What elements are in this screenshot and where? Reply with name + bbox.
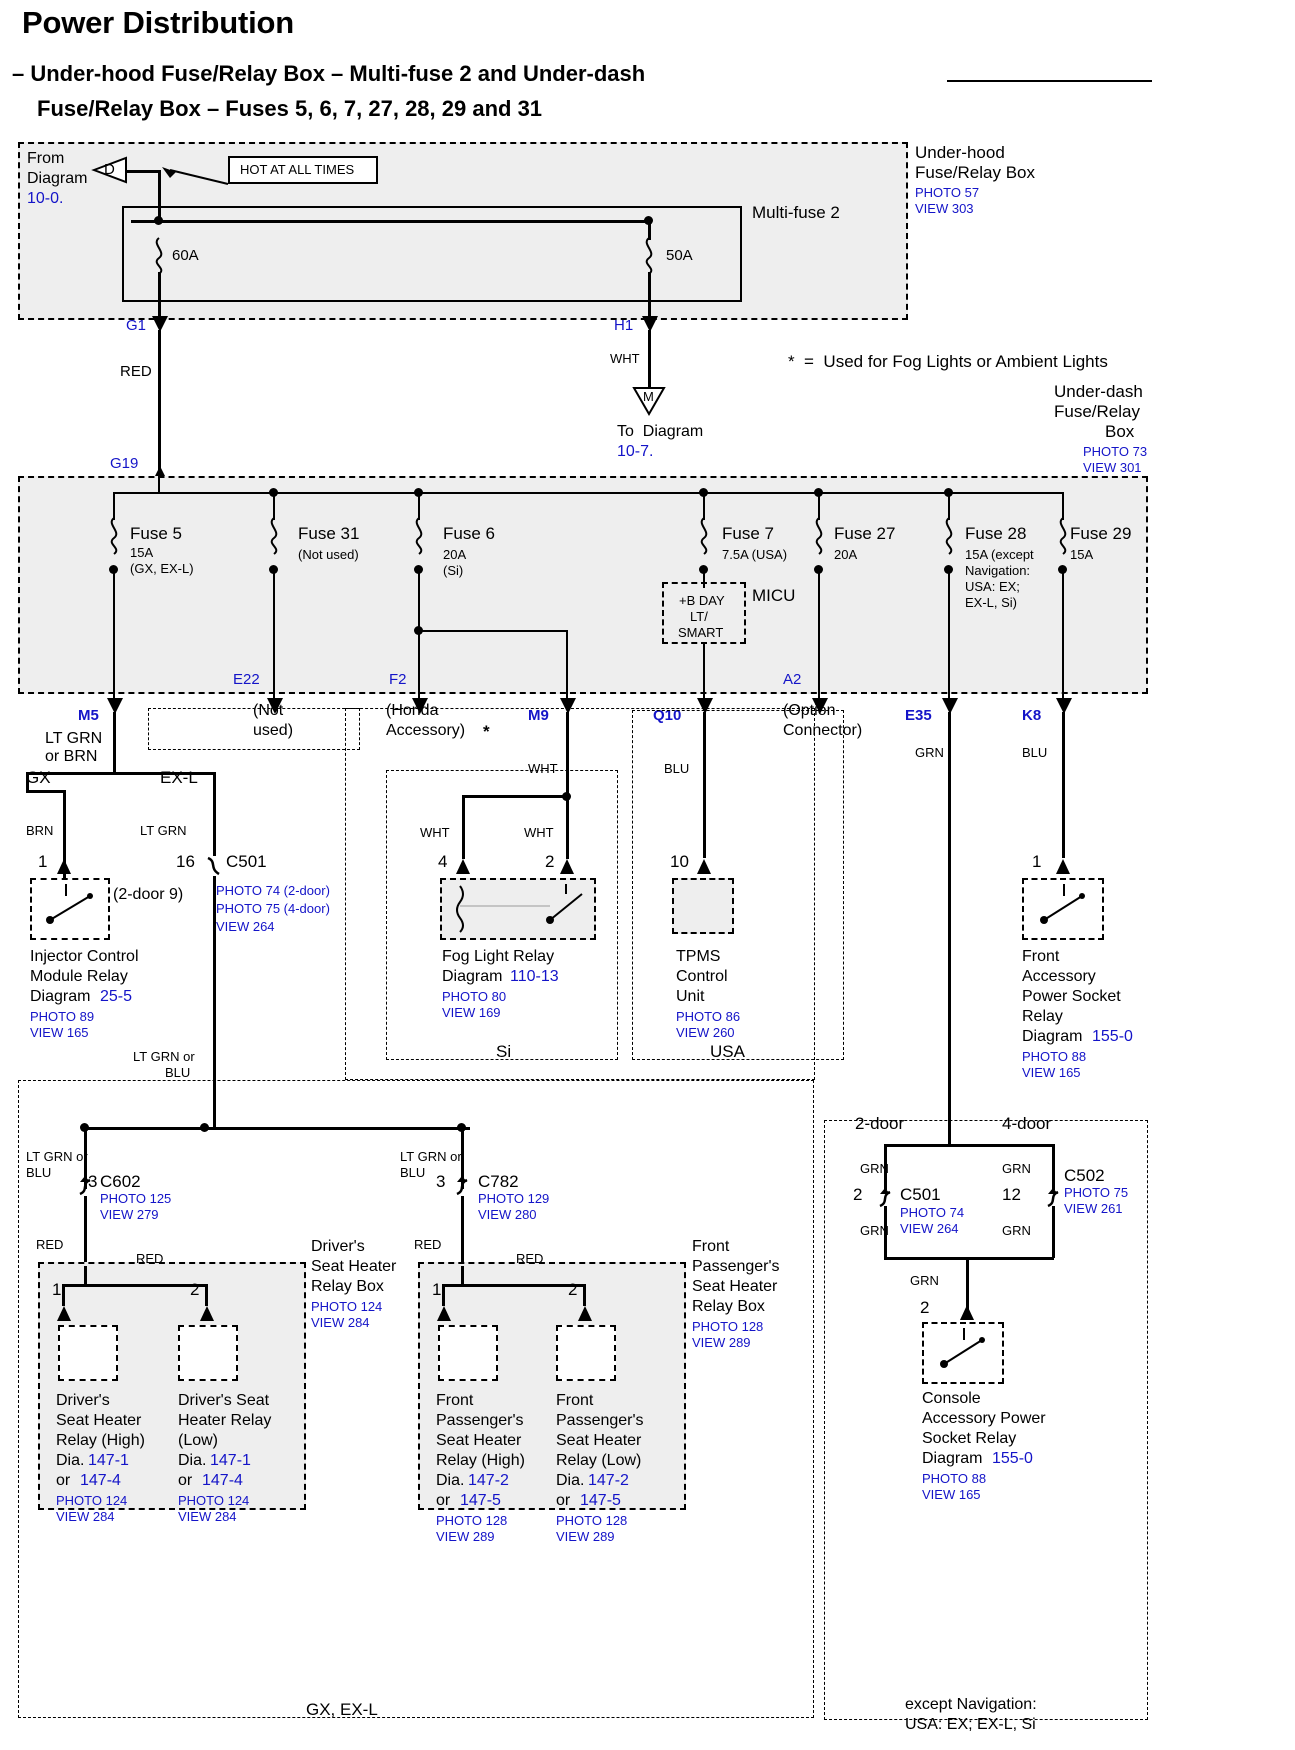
terminal-e22: E22 xyxy=(233,671,260,688)
wire-fog-pin2-down xyxy=(566,795,569,859)
console-diagram-number: 155-0 xyxy=(992,1450,1033,1467)
wire-exl-drop xyxy=(213,772,216,790)
driver-relay-low-3: (Low) xyxy=(178,1432,219,1449)
fuse6-stem xyxy=(418,492,420,520)
wire-50a-top xyxy=(648,220,651,240)
not-used-line-1: (Not xyxy=(253,702,284,719)
console-accessory-power-socket-relay xyxy=(922,1322,1004,1384)
console-c502-pin: 12 xyxy=(1002,1185,1021,1204)
wire-c501-down xyxy=(213,876,216,1128)
console-door-bus xyxy=(884,1144,1054,1147)
driver-pin-2: 2 xyxy=(190,1280,200,1299)
driver-relay-high-or-label: or xyxy=(56,1472,71,1489)
terminal-a2: A2 xyxy=(783,671,802,688)
under-hood-label-2: Fuse/Relay Box xyxy=(915,163,1035,182)
wire-q10-down xyxy=(703,712,706,858)
under-hood-label-1: Under-hood xyxy=(915,143,1005,162)
driver-relay-low-dia-num: 147-1 xyxy=(210,1452,251,1469)
driver-wire-pin1-h xyxy=(62,1284,86,1287)
injector-photo: PHOTO 89 xyxy=(30,1009,95,1024)
branch-gx-label: GX xyxy=(26,768,51,787)
passenger-box-title-3: Seat Heater xyxy=(692,1278,778,1295)
front-accessory-power-socket-relay xyxy=(1022,878,1104,940)
fuse-60a-label: 60A xyxy=(172,247,199,264)
front-acc-pin: 1 xyxy=(1032,852,1042,871)
driver-relay-low-view: VIEW 284 xyxy=(178,1509,237,1524)
honda-accessory-line-1: (Honda xyxy=(386,702,439,719)
passenger-relay-low-dia-label: Dia. xyxy=(556,1472,585,1489)
under-dash-label-1: Under-dash xyxy=(1054,382,1143,401)
passenger-relay-high-symbol xyxy=(438,1325,498,1381)
console-grn-2: GRN xyxy=(1002,1161,1031,1176)
passenger-pin2-arrow xyxy=(576,1303,594,1325)
passenger-relay-high-dia-label: Dia. xyxy=(436,1472,465,1489)
c501-top-connector-symbol xyxy=(205,856,223,878)
connector-m5-label: M5 xyxy=(78,707,99,724)
tpms-control-unit-box xyxy=(672,878,734,934)
driver-pin1-arrow xyxy=(55,1303,73,1325)
wire-g19-into-box xyxy=(158,472,160,494)
wire-exl-down xyxy=(213,790,216,856)
c501-top-pin: 16 xyxy=(176,852,195,871)
passenger-relay-low-or-num: 147-5 xyxy=(580,1492,621,1509)
from-diagram-line-1: From xyxy=(27,150,65,167)
wire-ltgrn-blu-right-1: LT GRN or xyxy=(400,1149,462,1164)
c501-top-photo-2: PHOTO 75 (4-door) xyxy=(216,901,330,916)
front-acc-title-1: Front xyxy=(1022,948,1060,965)
fuse-6-symbol xyxy=(410,518,428,554)
under-hood-photo: PHOTO 57 xyxy=(915,185,980,200)
tpms-title-1: TPMS xyxy=(676,948,721,965)
c602-photo: PHOTO 125 xyxy=(100,1191,172,1206)
fuse5-stem xyxy=(113,492,115,520)
passenger-relay-low-3: Seat Heater xyxy=(556,1432,642,1449)
c501-top-photo-1: PHOTO 74 (2-door) xyxy=(216,883,330,898)
driver-relay-high-symbol xyxy=(58,1325,118,1381)
console-4door-down xyxy=(1052,1144,1055,1190)
console-relay-pin-arrow xyxy=(958,1302,976,1324)
console-c502-name: C502 xyxy=(1064,1166,1105,1185)
terminal-g1: G1 xyxy=(126,317,147,334)
wire-gx-pin1-down xyxy=(63,790,66,858)
front-acc-title-4: Relay xyxy=(1022,1008,1063,1025)
legend-note: * = Used for Fog Lights or Ambient Lights xyxy=(788,352,1108,371)
passenger-wire-pin1-h xyxy=(442,1284,464,1287)
wire-d-to-bus xyxy=(158,170,161,222)
tpms-pin-arrow xyxy=(695,856,713,878)
wire-color-blu-q10: BLU xyxy=(664,761,690,776)
passenger-wire-in xyxy=(461,1266,464,1286)
wire-gx-to-pin1 xyxy=(26,790,66,793)
injector-view: VIEW 165 xyxy=(30,1025,89,1040)
diagram-marker-d-label: D xyxy=(104,161,115,178)
front-acc-view: VIEW 165 xyxy=(1022,1065,1081,1080)
micu-line-3: SMART xyxy=(678,625,724,640)
passenger-box-photo: PHOTO 128 xyxy=(692,1319,764,1334)
wire-m5-down xyxy=(113,712,116,774)
passenger-relay-low-symbol xyxy=(556,1325,616,1381)
from-diagram-number: 10-0. xyxy=(27,190,64,207)
front-acc-title-2: Accessory xyxy=(1022,968,1096,985)
wire-h1-down xyxy=(648,330,651,388)
console-relay-pin: 2 xyxy=(920,1298,930,1317)
option-connector-line-2: Connector) xyxy=(783,722,863,739)
terminal-f2: F2 xyxy=(389,671,407,688)
fuse-50a-label: 50A xyxy=(666,247,693,264)
driver-box-photo: PHOTO 124 xyxy=(311,1299,383,1314)
fuse-5-name: Fuse 5 xyxy=(130,524,182,543)
passenger-relay-high-2: Passenger's xyxy=(436,1412,524,1429)
driver-box-title-2: Seat Heater xyxy=(311,1258,397,1275)
micu-line-1: +B DAY xyxy=(679,593,725,608)
tpms-pin-10: 10 xyxy=(670,852,689,871)
passenger-box-title-4: Relay Box xyxy=(692,1298,765,1315)
console-c502-photo: PHOTO 75 xyxy=(1064,1185,1129,1200)
fuse-28-rating: 15A (except xyxy=(965,547,1034,562)
wire-red-passenger: RED xyxy=(414,1237,442,1252)
fog-pin-4: 4 xyxy=(438,852,448,871)
tpms-title-3: Unit xyxy=(676,988,705,1005)
fuse31-down xyxy=(273,570,275,698)
console-c501-photo: PHOTO 74 xyxy=(900,1205,965,1220)
passenger-relay-high-1: Front xyxy=(436,1392,474,1409)
driver-box-view: VIEW 284 xyxy=(311,1315,370,1330)
tpms-photo: PHOTO 86 xyxy=(676,1009,741,1024)
fuse-28-note-2: USA: EX; xyxy=(965,579,1020,594)
fog-pin-2: 2 xyxy=(545,852,555,871)
wire-ltgrn-or-brn-1: LT GRN xyxy=(45,730,103,747)
driver-pin-1: 1 xyxy=(52,1280,62,1299)
wire-color-blu-k8: BLU xyxy=(1022,745,1048,760)
fuse-6-rating: 20A xyxy=(443,547,467,562)
usa-region-label: USA xyxy=(710,1042,745,1061)
fuse-31-rating: (Not used) xyxy=(298,547,359,562)
micu-label: MICU xyxy=(752,586,796,605)
driver-relay-high-dia-num: 147-1 xyxy=(88,1452,129,1469)
wire-color-wht-m9: WHT xyxy=(528,761,558,776)
wire-color-wht-pin4: WHT xyxy=(420,825,450,840)
passenger-pin-2: 2 xyxy=(568,1280,578,1299)
passenger-wire-h xyxy=(461,1284,585,1287)
wire-ltgrn-or-blu-2: BLU xyxy=(165,1065,191,1080)
wire-color-ltgrn: LT GRN xyxy=(140,823,187,838)
console-grn-3: GRN xyxy=(860,1223,889,1238)
driver-relay-high-view: VIEW 284 xyxy=(56,1509,115,1524)
driver-red-label: RED xyxy=(136,1251,164,1266)
console-2door-label: 2-door xyxy=(855,1114,905,1133)
front-acc-diagram-number: 155-0 xyxy=(1092,1028,1133,1045)
console-c501-view: VIEW 264 xyxy=(900,1221,959,1236)
fuse-5-symbol xyxy=(105,518,123,554)
injector-title-2: Module Relay xyxy=(30,968,128,985)
fuse-29-name: Fuse 29 xyxy=(1070,524,1132,543)
c782-connector-symbol xyxy=(453,1176,471,1198)
wire-red-driver: RED xyxy=(36,1237,64,1252)
wire-color-red-g1: RED xyxy=(120,363,152,380)
not-used-region xyxy=(148,708,360,750)
driver-relay-high-2: Seat Heater xyxy=(56,1412,142,1429)
wire-k8-down xyxy=(1062,712,1065,858)
honda-accessory-star: * xyxy=(483,722,490,741)
c782-photo: PHOTO 129 xyxy=(478,1191,550,1206)
wire-ltgrn-blu-left-1: LT GRN or xyxy=(26,1149,88,1164)
connector-e35-label: E35 xyxy=(905,707,932,724)
fuse29-down xyxy=(1062,570,1064,698)
fog-pin2-arrow xyxy=(558,856,576,878)
passenger-relay-low-2: Passenger's xyxy=(556,1412,644,1429)
c501-top-view: VIEW 264 xyxy=(216,919,275,934)
driver-relay-low-2: Heater Relay xyxy=(178,1412,272,1429)
from-diagram-line-2: Diagram xyxy=(27,170,88,187)
page-title: Power Distribution xyxy=(22,5,294,40)
fuse-60a-symbol xyxy=(150,238,168,274)
wire-g1-to-g19 xyxy=(158,330,161,472)
driver-relay-low-or-label: or xyxy=(178,1472,193,1489)
fuse-5-rating: 15A xyxy=(130,545,154,560)
passenger-relay-low-dia-num: 147-2 xyxy=(588,1472,629,1489)
c602-pin: 3 xyxy=(88,1172,98,1191)
fuse6-branch-dot xyxy=(414,626,423,635)
fuse27-down xyxy=(818,570,820,698)
passenger-relay-high-dia-num: 147-2 xyxy=(468,1472,509,1489)
fuse5-down xyxy=(113,570,115,698)
under-dash-label-2: Fuse/Relay xyxy=(1054,402,1140,421)
passenger-pin1-arrow xyxy=(435,1303,453,1325)
driver-relay-low-dia-label: Dia. xyxy=(178,1452,207,1469)
injector-title-1: Injector Control xyxy=(30,948,139,965)
injector-pin-1: 1 xyxy=(38,852,48,871)
passenger-relay-low-photo: PHOTO 128 xyxy=(556,1513,628,1528)
not-used-line-2: used) xyxy=(253,722,294,739)
console-merge-bus xyxy=(884,1257,1054,1260)
junction-dot-60a xyxy=(154,216,163,225)
multi-fuse-2-label: Multi-fuse 2 xyxy=(752,203,840,222)
driver-box-title-1: Driver's xyxy=(311,1238,365,1255)
fuse-28-note-3: EX-L, Si) xyxy=(965,595,1018,610)
fog-light-relay xyxy=(440,878,596,940)
wire-ltgrn-blu-right-2: BLU xyxy=(400,1165,426,1180)
passenger-relay-low-4: Relay (Low) xyxy=(556,1452,642,1469)
under-dash-view: VIEW 301 xyxy=(1083,460,1142,475)
fuse6-branch-down xyxy=(566,630,568,698)
option-connector-line-1: (Option xyxy=(783,702,836,719)
console-title-3: Socket Relay xyxy=(922,1430,1017,1447)
console-c502-view: VIEW 261 xyxy=(1064,1201,1123,1216)
fog-diagram-number: 110-13 xyxy=(510,968,559,985)
terminal-g19: G19 xyxy=(110,455,139,472)
front-acc-pin-arrow xyxy=(1054,856,1072,878)
terminal-h1: H1 xyxy=(614,317,634,334)
wire-ltgrn-blu-left-2: BLU xyxy=(26,1165,52,1180)
driver-wire-in xyxy=(84,1266,87,1286)
console-4door-label: 4-door xyxy=(1002,1114,1052,1133)
fuse-50a-symbol xyxy=(640,238,658,274)
branch-exl-label: EX-L xyxy=(160,768,198,787)
passenger-box-title-2: Passenger's xyxy=(692,1258,780,1275)
fuse28-stem xyxy=(948,492,950,520)
fuse-27-name: Fuse 27 xyxy=(834,524,896,543)
fuse-31-name: Fuse 31 xyxy=(298,524,360,543)
passenger-relay-high-or-label: or xyxy=(436,1492,451,1509)
driver-relay-low-1: Driver's Seat xyxy=(178,1392,270,1409)
fog-pin4-arrow xyxy=(454,856,472,878)
console-title-1: Console xyxy=(922,1390,981,1407)
connector-m9-label: M9 xyxy=(528,707,549,724)
under-hood-view: VIEW 303 xyxy=(915,201,974,216)
driver-relay-low-or-num: 147-4 xyxy=(202,1472,243,1489)
console-title-2: Accessory Power xyxy=(922,1410,1046,1427)
drivers-seat-heater-relay-box xyxy=(38,1262,306,1510)
fuse-28-note: Navigation: xyxy=(965,563,1031,578)
gx-exl-region-label: GX, EX-L xyxy=(306,1700,378,1719)
driver-relay-high-or-num: 147-4 xyxy=(80,1472,121,1489)
fog-title: Fog Light Relay xyxy=(442,948,555,965)
wire-fog-bus xyxy=(462,795,568,798)
c602-connector-symbol xyxy=(76,1176,94,1198)
wire-into-injector xyxy=(63,858,66,880)
driver-relay-high-photo: PHOTO 124 xyxy=(56,1493,128,1508)
wire-color-brn: BRN xyxy=(26,823,54,838)
passenger-pin-1: 1 xyxy=(432,1280,442,1299)
fog-view: VIEW 169 xyxy=(442,1005,501,1020)
wire-c602-down xyxy=(84,1196,87,1266)
console-c501-pin: 2 xyxy=(853,1185,863,1204)
fuse31-stem xyxy=(273,492,275,520)
wire-fog-pin4-down xyxy=(462,795,465,859)
c782-view: VIEW 280 xyxy=(478,1207,537,1222)
micu-down xyxy=(703,644,705,698)
driver-relay-high-dia-label: Dia. xyxy=(56,1452,85,1469)
passenger-relay-high-view: VIEW 289 xyxy=(436,1529,495,1544)
fuse29-stem xyxy=(1062,492,1064,520)
passenger-relay-high-4: Relay (High) xyxy=(436,1452,525,1469)
front-acc-diagram-label: Diagram xyxy=(1022,1028,1083,1045)
injector-diagram-label: Diagram xyxy=(30,988,91,1005)
passenger-relay-low-1: Front xyxy=(556,1392,594,1409)
multi-fuse-bus xyxy=(131,220,651,223)
c782-name: C782 xyxy=(478,1172,519,1191)
passenger-relay-low-or-label: or xyxy=(556,1492,571,1509)
fuse27-stem xyxy=(818,492,820,520)
console-c502-down xyxy=(1052,1206,1055,1258)
header-rule xyxy=(947,80,1152,82)
fuse-7-symbol xyxy=(695,518,713,554)
injector-control-module-relay xyxy=(30,878,110,940)
wire-ltgrn-or-brn-2: or BRN xyxy=(45,748,98,765)
fuse6-branch-horizontal xyxy=(418,630,568,632)
driver-relay-high-1: Driver's xyxy=(56,1392,110,1409)
fuse28-down xyxy=(948,570,950,698)
seat-heater-bus xyxy=(84,1127,470,1130)
hot-note-arrow xyxy=(160,166,232,190)
fuse-6-name: Fuse 6 xyxy=(443,524,495,543)
fuse-28-symbol xyxy=(940,518,958,554)
console-grn-1: GRN xyxy=(860,1161,889,1176)
wire-color-wht-h1: WHT xyxy=(610,351,640,366)
wire-color-wht-pin2: WHT xyxy=(524,825,554,840)
driver-relay-low-photo: PHOTO 124 xyxy=(178,1493,250,1508)
fuse-6-note: (Si) xyxy=(443,563,464,578)
honda-accessory-line-2: Accessory) xyxy=(386,722,466,739)
fuse-5-note: (GX, EX-L) xyxy=(130,561,194,576)
seat-heater-bus-dot-mid xyxy=(200,1123,209,1132)
under-dash-bus xyxy=(113,492,1063,494)
fuse-29-rating: 15A xyxy=(1070,547,1094,562)
wire-c782-down xyxy=(461,1196,464,1266)
connector-k8-label: K8 xyxy=(1022,707,1042,724)
tpms-view: VIEW 260 xyxy=(676,1025,735,1040)
passenger-relay-high-3: Seat Heater xyxy=(436,1432,522,1449)
driver-box-title-3: Relay Box xyxy=(311,1278,384,1295)
fuse-27-symbol xyxy=(810,518,828,554)
c602-name: C602 xyxy=(100,1172,141,1191)
si-region-label: Si xyxy=(496,1042,512,1061)
fog-photo: PHOTO 80 xyxy=(442,989,507,1004)
console-grn-4: GRN xyxy=(1002,1223,1031,1238)
passenger-relay-high-photo: PHOTO 128 xyxy=(436,1513,508,1528)
c501-top-name: C501 xyxy=(226,852,267,871)
fuse7-stem xyxy=(703,492,705,520)
wire-d-horizontal xyxy=(126,170,160,173)
console-c501-name: C501 xyxy=(900,1185,941,1204)
driver-relay-low-symbol xyxy=(178,1325,238,1381)
passenger-relay-high-or-num: 147-5 xyxy=(460,1492,501,1509)
driver-pin2-arrow xyxy=(198,1303,216,1325)
passenger-relay-low-view: VIEW 289 xyxy=(556,1529,615,1544)
subtitle-line-2: Fuse/Relay Box – Fuses 5, 6, 7, 27, 28, 29 and 31 xyxy=(37,96,543,121)
micu-line-2: LT/ xyxy=(690,609,708,624)
except-nav-footer-1: except Navigation: xyxy=(905,1696,1037,1713)
hot-at-all-times-label: HOT AT ALL TIMES xyxy=(240,162,355,177)
wire-m9-down xyxy=(566,712,569,794)
diagram-marker-m-label: M xyxy=(643,389,654,404)
c602-view: VIEW 279 xyxy=(100,1207,159,1222)
connector-q10-label: Q10 xyxy=(653,707,682,724)
fuse-7-name: Fuse 7 xyxy=(722,524,774,543)
injector-diagram-number: 25-5 xyxy=(100,988,133,1005)
console-photo: PHOTO 88 xyxy=(922,1471,987,1486)
console-grn-5: GRN xyxy=(910,1273,939,1288)
wire-e35-down xyxy=(948,712,951,1144)
fuse-31-symbol xyxy=(265,518,283,554)
fuse-7-rating: 7.5A (USA) xyxy=(722,547,788,562)
to-diagram-number: 10-7. xyxy=(617,443,654,460)
passenger-red-label: RED xyxy=(516,1251,544,1266)
under-dash-label-3: Box xyxy=(1105,422,1135,441)
fog-diagram-label: Diagram xyxy=(442,968,503,985)
except-nav-footer-2: USA: EX; EX-L, Si xyxy=(905,1716,1036,1733)
c782-pin: 3 xyxy=(436,1172,446,1191)
front-acc-title-3: Power Socket xyxy=(1022,988,1121,1005)
c501-top-door-note: (2-door 9) xyxy=(113,886,184,903)
console-view: VIEW 165 xyxy=(922,1487,981,1502)
driver-relay-high-3: Relay (High) xyxy=(56,1432,145,1449)
front-acc-photo: PHOTO 88 xyxy=(1022,1049,1087,1064)
fuse-27-rating: 20A xyxy=(834,547,858,562)
console-diagram-label: Diagram xyxy=(922,1450,983,1467)
tpms-title-2: Control xyxy=(676,968,728,985)
to-diagram-label: To Diagram xyxy=(617,423,704,440)
subtitle-line-1: – Under-hood Fuse/Relay Box – Multi-fuse 2 and Under-dash xyxy=(12,61,646,86)
wire-ltgrn-or-blu-1: LT GRN or xyxy=(133,1049,195,1064)
passenger-box-view: VIEW 289 xyxy=(692,1335,751,1350)
passenger-box-title-1: Front xyxy=(692,1238,730,1255)
wire-color-grn-e35: GRN xyxy=(915,745,944,760)
under-dash-photo: PHOTO 73 xyxy=(1083,444,1148,459)
fuse-28-name: Fuse 28 xyxy=(965,524,1027,543)
